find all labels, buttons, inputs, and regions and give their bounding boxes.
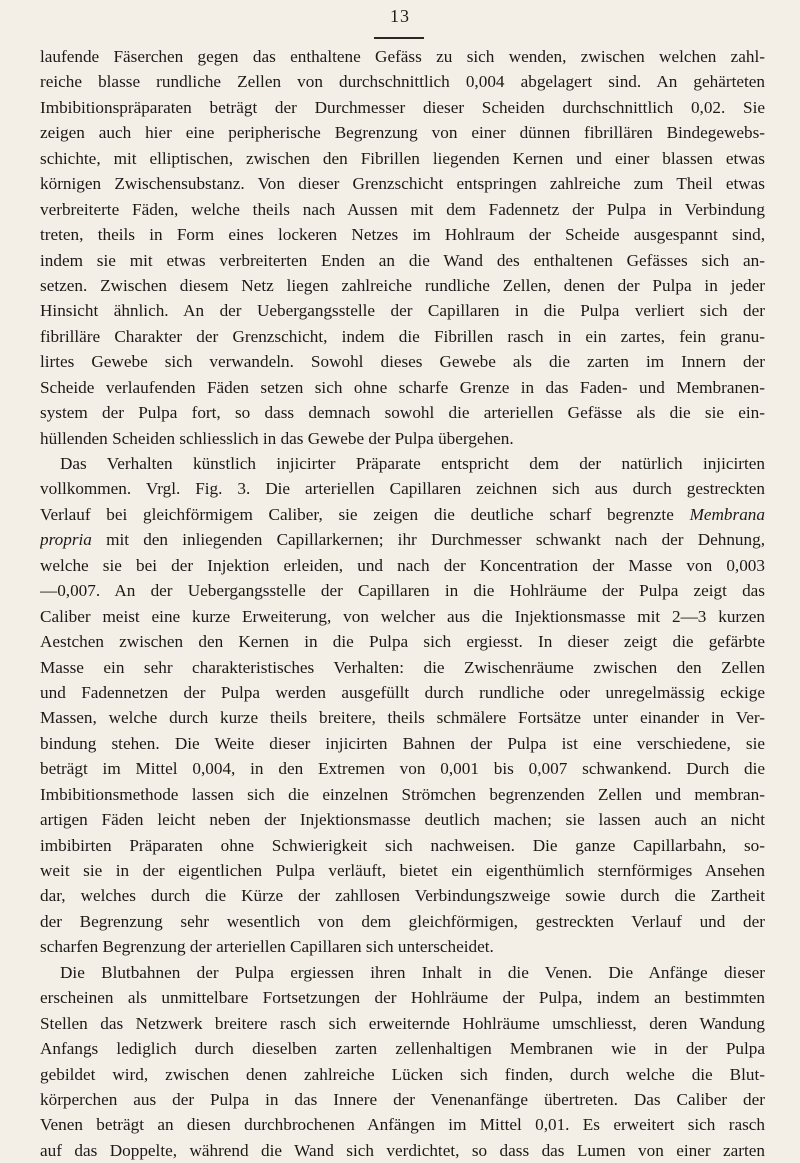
text-line: scharfen Begrenzung der arteriellen Capillaren sich unterscheidet. [40, 937, 494, 957]
text-line: system der Pulpa fort, so dass demnach sowohl die arteriellen Gefässe als die sie ein- [40, 403, 765, 423]
text-line: Das Verhalten künstlich injicirter Präparate entspricht dem der natürlich injicirten [60, 454, 765, 473]
text-line: lirtes Gewebe sich verwandeln. Sowohl dieses Gewebe als die zarten im Innern der [40, 352, 765, 372]
text-line: Imbibitionspräparaten beträgt der Durchmesser dieser Scheiden durchschnittlich 0,02. Sie [40, 97, 765, 117]
text-line: der Begrenzung sehr wesentlich von dem gleichförmigen, gestreckten Verlauf und der [40, 911, 765, 931]
page-number-rule [374, 37, 424, 39]
text-line: körperchen aus der Pulpa in das Innere der Venenanfänge übertreten. Das Caliber der [40, 1089, 765, 1109]
page-number: 13 [390, 6, 410, 26]
text-line: Imbibitionsmethode lassen sich die einzelnen Strömchen begrenzenden Zellen und membran- [40, 784, 765, 804]
text-line [40, 502, 765, 527]
text-line: körnigen Zwischensubstanz. Von dieser Grenzschicht entspringen zahlreiche zum Theil etwas [40, 174, 765, 194]
text-line: Caliber meist eine kurze Erweiterung, von welcher aus die Injektionsmasse mit 2—3 kurzen [40, 606, 765, 626]
text-line: beträgt im Mittel 0,004, in den Extremen von 0,001 bis 0,007 schwankend. Durch die [40, 759, 765, 779]
text-line: Venen beträgt an diesen durchbrochenen Anfängen im Mittel 0,01. Es erweitert sich rasch [40, 1115, 765, 1135]
text-line: hüllenden Scheiden schliesslich in das Gewebe der Pulpa übergehen. [40, 428, 514, 448]
text-line: und Fadennetzen der Pulpa werden ausgefüllt durch rundliche oder unregelmässig eckige [40, 682, 765, 702]
text-line: bindung stehen. Die Weite dieser injicirten Bahnen der Pulpa ist eine verschiedene, sie [40, 733, 765, 753]
text-line: setzen. Zwischen diesem Netz liegen zahlreiche rundliche Zellen, denen der Pulpa in jeder [40, 275, 765, 295]
text-line: vollkommen. Vrgl. Fig. 3. Die arteriellen Capillaren zeichnen sich aus durch gestreckten [40, 479, 765, 499]
text-line: weit sie in der eigentlichen Pulpa verläuft, bietet ein eigenthümlich sternförmiges Ansehen [40, 861, 765, 880]
text-line: Hinsicht ähnlich. An der Uebergangsstelle der Capillaren in die Pulpa verliert sich der [40, 301, 765, 321]
text-line: Stellen das Netzwerk breitere rasch sich erweiternde Hohlräume umschliesst, deren Wandung [40, 1013, 765, 1033]
italic-term: Membrana [689, 504, 765, 524]
text-line: indem sie mit etwas verbreiterten Enden an die Wand des enthaltenen Gefässes sich an- [40, 250, 765, 270]
text-line: Massen, welche durch kurze theils breitere, theils schmälere Fortsätze unter einander in Ver- [40, 708, 765, 728]
text-line: laufende Fäserchen gegen das enthaltene Gefäss zu sich wenden, zwischen welchen zahl- [40, 47, 765, 66]
text-line: imbibirten Präparaten ohne Schwierigkeit sich nachweisen. Die ganze Capillarbahn, so- [40, 835, 765, 855]
text-line: reiche blasse rundliche Zellen von durchschnittlich 0,004 abgelagert sind. An gehärteten [40, 72, 765, 92]
text-line: treten, theils in Form eines lockeren Netzes im Hohlraum der Scheide ausgespannt sind, [40, 225, 765, 245]
text-line [40, 527, 765, 552]
body-text [40, 44, 765, 1163]
text-line: Scheide verlaufenden Fäden setzen sich ohne scharfe Grenze in das Faden- und Membranen- [40, 377, 765, 397]
text-line: Die Blutbahnen der Pulpa ergiessen ihren Inhalt in die Venen. Die Anfänge dieser [60, 962, 765, 982]
text-line: erscheinen als unmittelbare Fortsetzungen der Hohlräume der Pulpa, indem an bestimmten [40, 988, 765, 1008]
text-line: fibrilläre Charakter der Grenzschicht, indem die Fibrillen rasch in ein zartes, fein granu- [40, 326, 765, 346]
text-line: schichte, mit elliptischen, zwischen den Fibrillen liegenden Kernen und einer blassen etwas [40, 148, 765, 168]
text-line: welche sie bei der Injektion erleiden, und nach der Koncentration der Masse von 0,003 [40, 555, 765, 575]
text-line: —0,007. An der Uebergangsstelle der Capillaren in die Hohlräume der Pulpa zeigt das [40, 581, 765, 601]
text-line: auf das Doppelte, während die Wand sich verdichtet, so dass das Lumen von einer zarten [40, 1140, 765, 1160]
text-segment: Verlauf bei gleichförmigem Caliber, sie zeigen die deutliche scharf begrenzte [40, 504, 690, 524]
text-line: Anfangs lediglich durch dieselben zarten zellenhaltigen Membranen wie in der Pulpa [40, 1039, 765, 1059]
text-line: artigen Fäden leicht neben der Injektionsmasse deutlich machen; sie lassen auch an nicht [40, 810, 765, 830]
text-line: zeigen auch hier eine peripherische Begrenzung von einer dünnen fibrillären Bindegewebs- [40, 123, 765, 143]
text-line: dar, welches durch die Kürze der zahllosen Verbindungszweige sowie durch die Zartheit [40, 886, 765, 906]
text-segment: mit den inliegenden Capillarkernen; ihr Durchmesser schwankt nach der Dehnung, [106, 530, 765, 550]
text-line: Aestchen zwischen den Kernen in die Pulpa sich ergiesst. In dieser zeigt die gefärbte [40, 632, 765, 652]
italic-term: propria [40, 530, 107, 550]
text-line: verbreiterte Fäden, welche theils nach Aussen mit dem Fadennetz der Pulpa in Verbindung [40, 199, 765, 219]
text-line: gebildet wird, zwischen denen zahlreiche Lücken sich finden, durch welche die Blut- [40, 1064, 765, 1084]
text-line: Masse ein sehr charakteristisches Verhalten: die Zwischenräume zwischen den Zellen [40, 657, 765, 677]
